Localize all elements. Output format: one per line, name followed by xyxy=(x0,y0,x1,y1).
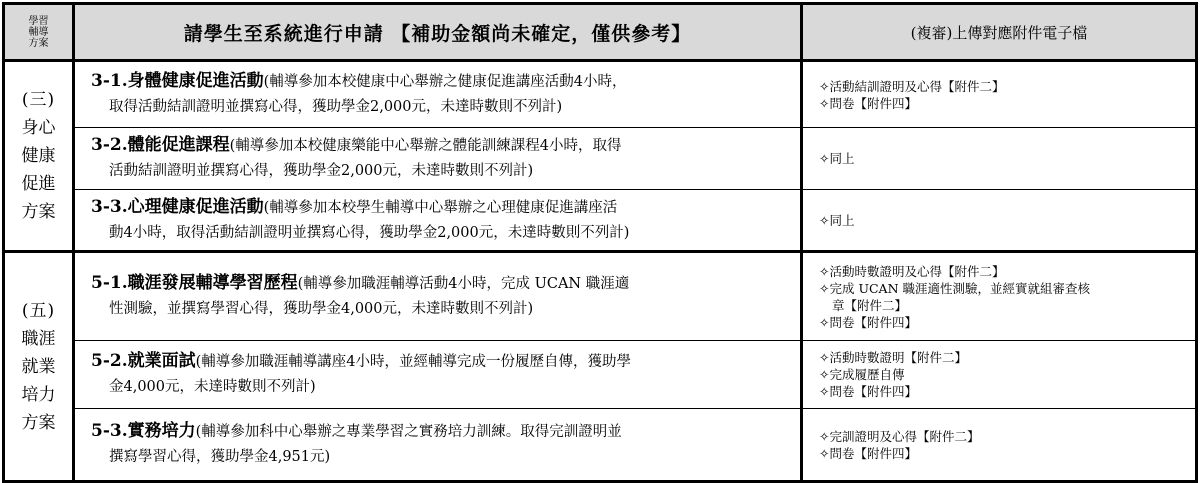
activity-description-cont: 金4,000元，未達時數則不列計) xyxy=(109,379,316,395)
activity-item xyxy=(74,341,802,409)
required-attachments xyxy=(802,128,1197,190)
activity-title: 3-2.體能促進課程 xyxy=(91,135,230,155)
attachment-item: ✧問卷【附件四】 xyxy=(819,95,917,111)
header-apply-note: 請學生至系統進行申請 【補助金額尚未確定，僅供參考】 xyxy=(74,4,802,61)
activity-item xyxy=(74,252,802,341)
activity-description: (輔導參加本校健康樂能中心舉辦之體能訓練課程4小時，取得 xyxy=(229,138,622,154)
attachment-item: ✧活動結訓證明及心得【附件二】 xyxy=(819,78,1005,94)
attachment-item: ✧完成履歷自傳 xyxy=(819,367,905,382)
plan-number: (五) xyxy=(21,300,56,321)
subsidy-table xyxy=(2,2,1198,483)
attachment-item: ✧問卷【附件四】 xyxy=(819,384,917,399)
activity-title: 5-1.職涯發展輔導學習歷程 xyxy=(91,273,298,293)
attachment-item: 章【附件二】 xyxy=(832,297,908,313)
table-row xyxy=(4,61,1197,128)
activity-item xyxy=(74,409,802,482)
header-line: 輔導 xyxy=(28,26,49,38)
plan-name-line: 培力 xyxy=(21,384,56,405)
plan-number: (三) xyxy=(21,90,56,110)
attachment-item: ✧活動時數證明【附件二】 xyxy=(819,350,967,365)
plan-name-line: 健康 xyxy=(21,146,56,166)
plan-name-line: 促進 xyxy=(21,174,56,194)
plan-name-line: 方案 xyxy=(21,412,56,433)
table-row xyxy=(4,341,1197,409)
attachment-item: ✧完訓證明及心得【附件二】 xyxy=(819,428,980,444)
plan-name-line: 身心 xyxy=(21,118,56,138)
required-attachments xyxy=(802,190,1197,252)
activity-description-cont: 撰寫學習心得，獲助學金4,951元) xyxy=(109,449,331,465)
activity-item xyxy=(74,190,802,252)
plan-name-line: 就業 xyxy=(21,356,56,377)
activity-description-cont: 活動結訓證明並撰寫心得，獲助學金2,000元，未達時數則不列計) xyxy=(109,163,534,179)
required-attachments xyxy=(802,341,1197,409)
attachment-item: ✧同上 xyxy=(819,212,855,228)
activity-item xyxy=(74,61,802,128)
header-line: 方案 xyxy=(28,37,49,49)
attachment-item: ✧問卷【附件四】 xyxy=(819,314,917,330)
activity-title: 5-3.實務培力 xyxy=(91,421,196,441)
header-upload-attachments: (複審)上傳對應附件電子檔 xyxy=(802,4,1197,61)
plan-name-line: 方案 xyxy=(21,202,56,222)
activity-description: (輔導參加科中心舉辦之專業學習之實務培力訓練。取得完訓證明並 xyxy=(195,424,622,440)
header-plan-category xyxy=(4,4,74,61)
header-row xyxy=(4,4,1197,61)
attachment-item: ✧同上 xyxy=(819,151,855,166)
activity-description: (輔導參加本校學生輔導中心舉辦之心理健康促進講座活 xyxy=(263,199,618,216)
activity-description-cont: 取得活動結訓證明並撰寫心得，獲助學金2,000元，未達時數則不列計) xyxy=(109,99,563,115)
attachment-item: ✧完成 UCAN 職涯適性測驗，並經實就組審查核 xyxy=(819,280,1090,296)
plan-category xyxy=(4,61,74,252)
plan-name-line: 職涯 xyxy=(21,328,56,349)
activity-description: (輔導參加職涯輔導講座4小時，並經輔導完成一份履歷自傳，獲助學 xyxy=(195,354,632,370)
plan-category xyxy=(4,252,74,482)
table-row xyxy=(4,252,1197,341)
attachment-item: ✧活動時數證明及心得【附件二】 xyxy=(819,263,1005,279)
activity-description: (輔導參加本校健康中心舉辦之健康促進講座活動4小時， xyxy=(263,74,627,90)
required-attachments xyxy=(802,252,1197,341)
activity-description-cont: 動4小時，取得活動結訓證明並撰寫心得，獲助學金2,000元，未達時數則不列計) xyxy=(109,224,630,241)
activity-title: 3-1.身體健康促進活動 xyxy=(91,71,264,91)
required-attachments xyxy=(802,409,1197,482)
table-row xyxy=(4,409,1197,482)
table-row xyxy=(4,190,1197,252)
header-line: 學習 xyxy=(28,15,49,27)
activity-title: 3-3.心理健康促進活動 xyxy=(91,196,264,217)
activity-description-cont: 性測驗，並撰寫學習心得，獲助學金4,000元，未達時數則不列計) xyxy=(109,301,534,317)
activity-item xyxy=(74,128,802,190)
activity-description: (輔導參加職涯輔導活動4小時，完成 UCAN 職涯適 xyxy=(297,276,630,292)
attachment-item: ✧問卷【附件四】 xyxy=(819,445,917,461)
table-row xyxy=(4,128,1197,190)
required-attachments xyxy=(802,61,1197,128)
activity-title: 5-2.就業面試 xyxy=(91,351,196,371)
